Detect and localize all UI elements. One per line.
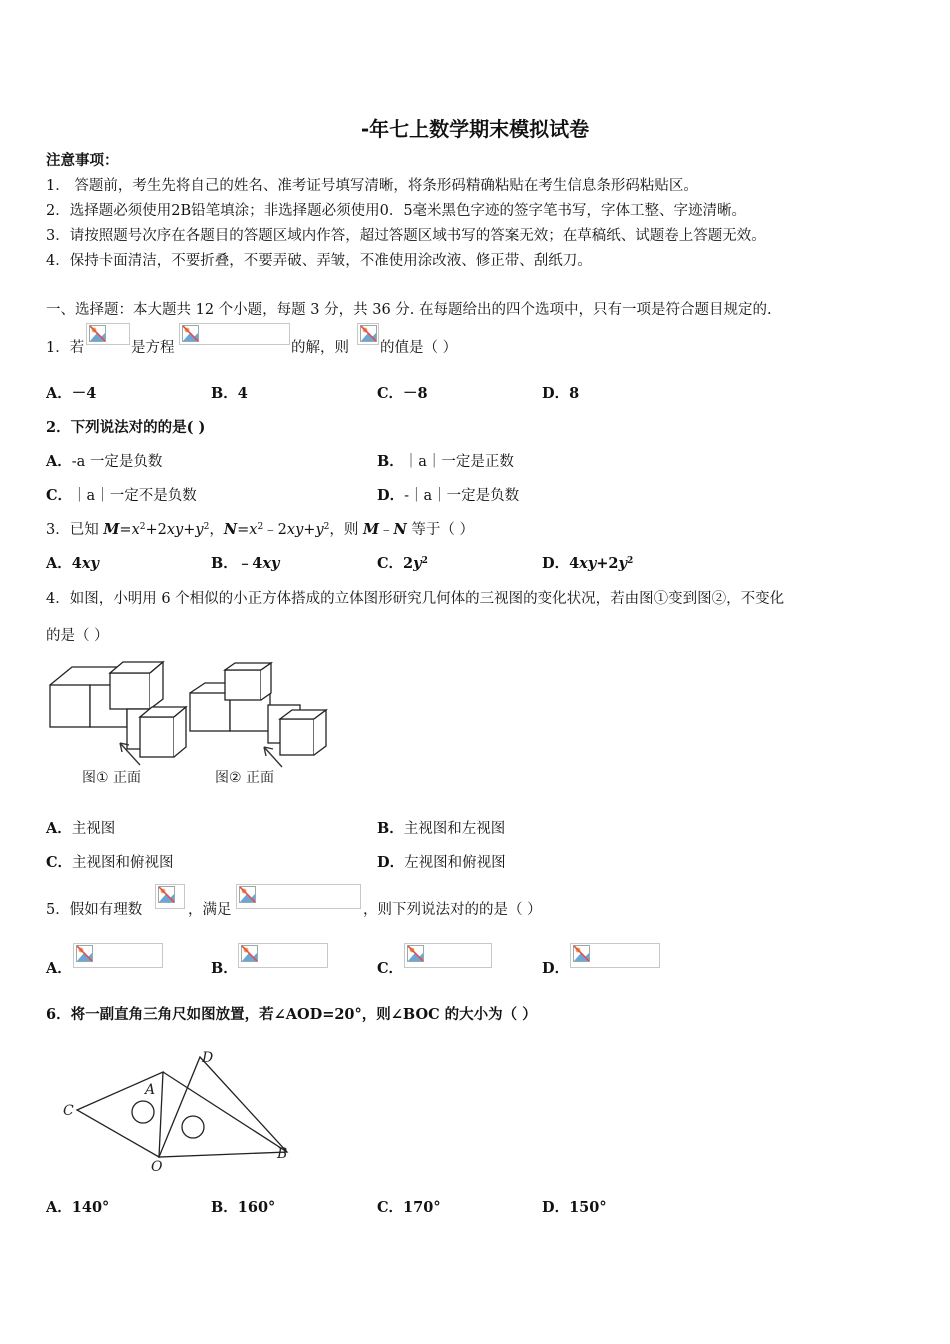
- label-b: B: [277, 1146, 288, 1162]
- q1-text-d: 的值是（ ）: [380, 340, 458, 356]
- q1-option-a: A．－4: [46, 385, 97, 402]
- note-item: 1． 答题前，考生先将自己的姓名、准考证号填写清晰，将条形码精确粘贴在考生信息条形码粘贴区。: [46, 178, 698, 194]
- q4-option-a: A．主视图: [46, 820, 116, 837]
- q2-stem: 2．下列说法对的的是( ): [46, 419, 206, 436]
- q1-option-c: C．－8: [377, 385, 428, 402]
- broken-image-icon: [86, 323, 130, 345]
- broken-image-icon: [238, 943, 328, 968]
- q5-option-b-letter: B．: [211, 960, 238, 977]
- figure-2-cubes: [190, 663, 326, 755]
- q1-option-b: B．4: [211, 385, 248, 402]
- q4-stem-line1: 4．如图，小明用 6 个相似的小正方体搭成的立体图形研究几何体的三视图的变化状况，若由图①变到图②，不变化: [46, 591, 785, 607]
- note-item: 3．请按照题号次序在各题目的答题区域内作答，超过答题区域书写的答案无效；在草稿纸、试题卷上答题无效。: [46, 228, 766, 244]
- hole-circle: [182, 1116, 204, 1138]
- q4-option-c: C．主视图和俯视图: [46, 854, 174, 871]
- q3-option-b: B．﹣4xy: [211, 555, 280, 572]
- q2-option-a: A．-a 一定是负数: [46, 453, 163, 470]
- q6-option-d: D．150°: [542, 1199, 607, 1216]
- q4-option-b: B．主视图和左视图: [377, 820, 506, 837]
- q2-option-c: C．｜a｜一定不是负数: [46, 487, 197, 504]
- q5-option-d-letter: D．: [542, 960, 570, 977]
- q6-option-b: B．160°: [211, 1199, 276, 1216]
- right-triangle: [159, 1057, 287, 1157]
- label-c: C: [63, 1103, 74, 1119]
- q6-option-c: C．170°: [377, 1199, 441, 1216]
- triangle-figure: [55, 1042, 305, 1177]
- q2-option-b: B．｜a｜一定是正数: [377, 453, 514, 470]
- q3-stem: 3．已知 $M=x^2+2xy+y^2$，$N=x^2﹣2xy+y^2$，则 M﹣N 等于（ ）: [46, 521, 475, 538]
- figure-1-cubes: [50, 662, 186, 757]
- q6-option-a: A．140°: [46, 1199, 110, 1216]
- q4-option-d: D．左视图和俯视图: [377, 854, 506, 871]
- broken-image-icon: [155, 884, 185, 909]
- hole-circle: [132, 1101, 154, 1123]
- q5-option-a-letter: A．: [46, 960, 72, 977]
- broken-image-icon: [179, 323, 290, 345]
- q2-option-d: D．-｜a｜一定是负数: [377, 487, 520, 504]
- figure-1-label: 图① 正面: [82, 770, 142, 786]
- q4-stem-line2: 的是（ ）: [46, 628, 109, 644]
- broken-image-icon: [357, 323, 379, 345]
- label-o: O: [151, 1159, 163, 1175]
- note-item: 4．保持卡面清洁，不要折叠，不要弄破、弄皱，不准使用涂改液、修正带、刮纸刀。: [46, 253, 592, 269]
- q3-option-a: A．4xy: [46, 555, 99, 572]
- q1-option-d: D．8: [542, 385, 580, 402]
- broken-image-icon: [73, 943, 163, 968]
- page-title: -年七上数学期末模拟试卷: [360, 117, 590, 141]
- q3-option-d: D．$4xy+2y^2$: [542, 555, 634, 572]
- figure-2-label: 图② 正面: [215, 770, 275, 786]
- q5-text-b: ，满足: [188, 902, 232, 918]
- q1-text-c: 的解，则: [291, 340, 349, 356]
- label-d: D: [202, 1050, 214, 1066]
- section-heading: 一、选择题：本大题共 12 个小题，每题 3 分，共 36 分. 在每题给出的四个选项中，只有一项是符合题目规定的.: [46, 302, 772, 318]
- q3-option-c: C．$2y^2$: [377, 555, 428, 572]
- label-a: A: [145, 1082, 156, 1098]
- broken-image-icon: [570, 943, 660, 968]
- broken-image-icon: [236, 884, 361, 909]
- q1-text-b: 是方程: [131, 340, 175, 356]
- arrow-icon: [264, 747, 282, 767]
- q5-text-a: 5．假如有理数: [46, 902, 143, 918]
- notes-heading: 注意事项：: [46, 152, 119, 169]
- q5-option-c-letter: C．: [377, 960, 404, 977]
- q6-stem: 6．将一副直角三角尺如图放置，若∠AOD=20°，则∠BOC 的大小为（ ）: [46, 1006, 537, 1023]
- cube-figure: [40, 655, 330, 790]
- q1-text-a: 1．若: [46, 340, 85, 356]
- note-item: 2．选择题必须使用2B铅笔填涂；非选择题必须使用0．5毫米黑色字迹的签字笔书写，字体工整、字迹清晰。: [46, 203, 747, 219]
- broken-image-icon: [404, 943, 492, 968]
- q5-text-c: ，则下列说法对的的是（ ）: [363, 902, 542, 918]
